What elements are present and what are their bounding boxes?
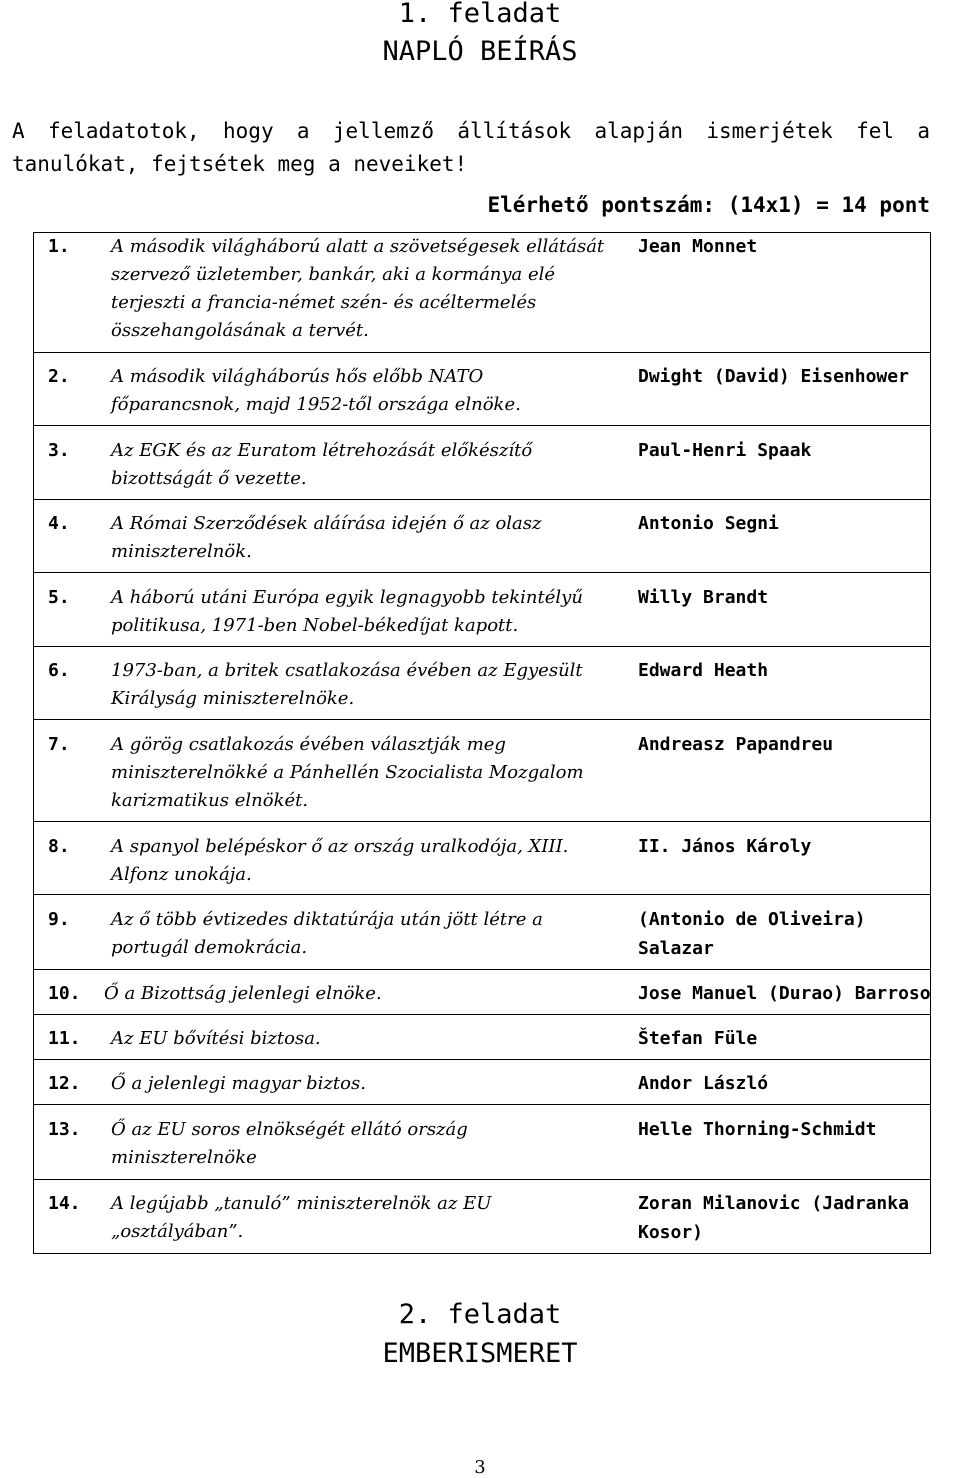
row-answer: Dwight (David) Eisenhower [638, 366, 909, 387]
row-number: 14. [48, 1193, 81, 1214]
task1-title-line1: 1. feladat [398, 0, 562, 29]
row-answer: Jean Monnet [638, 236, 758, 257]
row-answer: Andreasz Papandreu [638, 734, 834, 755]
row-number: 11. [48, 1028, 81, 1049]
row-number: 12. [48, 1073, 81, 1094]
table-rule [33, 1014, 930, 1015]
row-answer: Štefan Füle [638, 1028, 758, 1049]
row-number: 4. [48, 513, 70, 534]
row-answer: Helle Thorning-Schmidt [638, 1119, 877, 1140]
table-rule [33, 719, 930, 720]
row-answer: II. János Károly [638, 836, 812, 857]
table-rule [33, 352, 930, 353]
row-clue: A görög csatlakozás évében választják meg miniszterelnökké a Pánhellén Szocialista Mozgalom karizmatikus elnökét. [111, 734, 584, 811]
row-clue: Az EU bővítési biztosa. [111, 1028, 321, 1049]
row-answer: Andor László [638, 1073, 769, 1094]
row-number: 5. [48, 587, 70, 608]
table-rule [33, 1179, 930, 1180]
row-clue: A háború utáni Európa egyik legnagyobb tekintélyű politikusa, 1971-ben Nobel-békedíjat kapott. [111, 587, 583, 636]
table-rule [33, 646, 930, 647]
row-clue: A spanyol belépéskor ő az ország uralkodója, XIII. Alfonz unokája. [111, 836, 569, 885]
row-answer: Edward Heath [638, 660, 769, 681]
row-answer: Zoran Milanovic (Jadranka Kosor) [638, 1193, 909, 1243]
row-answer: Willy Brandt [638, 587, 769, 608]
row-number: 6. [48, 660, 70, 681]
row-clue: A második világháborús hős előbb NATO főparancsnok, majd 1952-től országa elnöke. [111, 366, 521, 415]
row-clue: A Római Szerződések aláírása idején ő az olasz miniszterelnök. [111, 513, 542, 562]
row-number: 10. [48, 983, 81, 1004]
row-number: 3. [48, 440, 70, 461]
table-rule [33, 499, 930, 500]
row-clue: Ő a Bizottság jelenlegi elnöke. [104, 983, 382, 1004]
row-clue: Az ő több évtizedes diktatúrája után jött létre a portugál demokrácia. [111, 909, 543, 958]
row-number: 13. [48, 1119, 81, 1140]
table-border-left [33, 232, 34, 1254]
table-rule [33, 425, 930, 426]
task2-title-line1: 2. feladat [398, 1299, 562, 1330]
table-rule [33, 1253, 930, 1254]
table-rule [33, 1059, 930, 1060]
task2-title-line2: EMBERISMERET [382, 1338, 578, 1369]
page-number: 3 [474, 1457, 486, 1478]
row-answer: Jose Manuel (Durao) Barroso [638, 983, 931, 1004]
row-clue: A második világháború alatt a szövetségesek ellátását szervező üzletember, bankár, aki a kormánya elé terjeszti a francia-német szén- és acéltermelés összehangolásának a tervét. [111, 236, 605, 341]
row-number: 7. [48, 734, 70, 755]
table-rule [33, 572, 930, 573]
points-available: Elérhető pontszám: (14x1) = 14 pont [487, 193, 930, 217]
row-number: 8. [48, 836, 70, 857]
row-clue: A legújabb „tanuló” miniszterelnök az EU „osztályában”. [111, 1193, 492, 1242]
row-answer: Antonio Segni [638, 513, 779, 534]
task1-intro: A feladatotok, hogy a jellemző állítások alapján ismerjétek fel a tanulókat, fejtsétek meg a neveiket! [12, 119, 930, 176]
row-clue: Ő az EU soros elnökségét ellátó ország miniszterelnöke [111, 1119, 468, 1168]
row-answer: (Antonio de Oliveira) Salazar [638, 909, 866, 959]
table-rule [33, 969, 930, 970]
row-clue: Ő a jelenlegi magyar biztos. [111, 1073, 366, 1094]
table-rule [33, 1104, 930, 1105]
row-number: 1. [48, 236, 70, 257]
task1-title-line2: NAPLÓ BEÍRÁS [382, 36, 578, 67]
table-rule [33, 894, 930, 895]
row-number: 2. [48, 366, 70, 387]
table-rule [33, 821, 930, 822]
row-number: 9. [48, 909, 70, 930]
row-clue: Az EGK és az Euratom létrehozását előkészítő bizottságát ő vezette. [111, 440, 533, 489]
row-clue: 1973-ban, a britek csatlakozása évében az Egyesült Királyság miniszterelnöke. [111, 660, 583, 709]
row-answer: Paul-Henri Spaak [638, 440, 812, 461]
